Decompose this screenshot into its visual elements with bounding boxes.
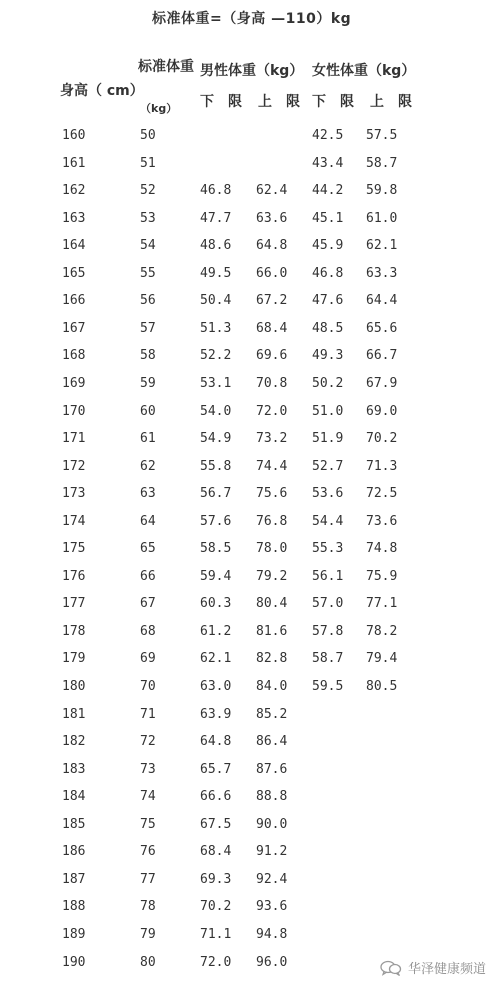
table-row <box>0 899 490 919</box>
cell-standard-weight: 69 <box>140 651 156 667</box>
cell-height: 164 <box>62 238 86 254</box>
cell-male-upper: 91.2 <box>256 844 288 860</box>
cell-height: 181 <box>62 706 86 722</box>
cell-height: 165 <box>62 265 86 281</box>
cell-height: 174 <box>62 513 86 529</box>
cell-female-lower: 59.5 <box>312 679 344 694</box>
cell-height: 173 <box>62 486 86 502</box>
cell-female-lower: 51.0 <box>312 403 344 419</box>
cell-male-lower: 49.5 <box>200 265 232 281</box>
cell-height: 189 <box>62 926 86 942</box>
cell-height: 176 <box>62 568 86 584</box>
cell-male-lower: 52.2 <box>200 348 232 364</box>
cell-standard-weight: 65 <box>140 541 156 557</box>
table-row <box>0 431 490 451</box>
table-row <box>0 817 490 837</box>
cell-male-lower: 66.6 <box>200 789 232 805</box>
cell-male-lower: 64.8 <box>200 734 232 750</box>
cell-male-lower: 69.3 <box>200 871 232 887</box>
cell-female-lower: 57.8 <box>312 623 344 639</box>
cell-height: 162 <box>62 183 86 199</box>
cell-female-lower: 56.1 <box>312 568 344 584</box>
table-row <box>0 348 490 368</box>
cell-height: 175 <box>62 541 86 557</box>
cell-height: 161 <box>62 155 86 171</box>
cell-female-upper: 57.5 <box>366 128 398 143</box>
cell-standard-weight: 50 <box>140 128 156 143</box>
cell-standard-weight: 79 <box>140 926 156 942</box>
cell-female-lower: 47.6 <box>312 293 344 309</box>
cell-standard-weight: 62 <box>140 458 156 474</box>
cell-female-lower: 51.9 <box>312 431 344 447</box>
cell-height: 180 <box>62 679 86 694</box>
cell-male-lower: 55.8 <box>200 458 232 474</box>
cell-male-upper: 74.4 <box>256 458 288 474</box>
cell-female-upper: 64.4 <box>366 293 398 309</box>
cell-female-upper: 71.3 <box>366 458 398 474</box>
cell-female-lower: 58.7 <box>312 651 344 667</box>
cell-female-upper: 80.5 <box>366 679 398 694</box>
cell-standard-weight: 77 <box>140 871 156 887</box>
cell-male-upper: 63.6 <box>256 210 288 226</box>
cell-height: 166 <box>62 293 86 309</box>
header-male-lower: 下 限 <box>200 94 242 110</box>
cell-female-lower: 43.4 <box>312 155 344 171</box>
cell-male-lower: 53.1 <box>200 375 232 391</box>
cell-female-upper: 66.7 <box>366 348 398 364</box>
cell-standard-weight: 66 <box>140 568 156 584</box>
cell-male-upper: 79.2 <box>256 568 288 584</box>
cell-female-upper: 65.6 <box>366 320 398 336</box>
cell-female-upper: 70.2 <box>366 431 398 447</box>
header-male-weight: 男性体重（kg） <box>200 63 304 79</box>
table-row <box>0 376 490 396</box>
cell-male-upper: 75.6 <box>256 486 288 502</box>
cell-height: 177 <box>62 596 86 612</box>
cell-female-upper: 79.4 <box>366 651 398 667</box>
cell-female-lower: 54.4 <box>312 513 344 529</box>
cell-standard-weight: 72 <box>140 734 156 750</box>
cell-male-lower: 63.9 <box>200 706 232 722</box>
cell-height: 171 <box>62 431 86 447</box>
cell-height: 188 <box>62 899 86 915</box>
cell-standard-weight: 51 <box>140 155 156 171</box>
cell-male-lower: 54.0 <box>200 403 232 419</box>
cell-standard-weight: 68 <box>140 623 156 639</box>
cell-height: 160 <box>62 128 86 143</box>
cell-female-upper: 78.2 <box>366 623 398 639</box>
cell-standard-weight: 75 <box>140 816 156 832</box>
cell-male-lower: 54.9 <box>200 431 232 447</box>
cell-male-upper: 82.8 <box>256 651 288 667</box>
cell-female-upper: 59.8 <box>366 183 398 199</box>
cell-male-upper: 86.4 <box>256 734 288 750</box>
cell-male-upper: 93.6 <box>256 899 288 915</box>
cell-standard-weight: 71 <box>140 706 156 722</box>
cell-female-upper: 72.5 <box>366 486 398 502</box>
cell-female-upper: 69.0 <box>366 403 398 419</box>
cell-female-upper: 74.8 <box>366 541 398 557</box>
cell-male-lower: 68.4 <box>200 844 232 860</box>
watermark <box>380 958 486 977</box>
cell-male-lower: 58.5 <box>200 541 232 557</box>
cell-standard-weight: 64 <box>140 513 156 529</box>
table-row <box>0 789 490 809</box>
cell-height: 184 <box>62 789 86 805</box>
cell-height: 167 <box>62 320 86 336</box>
cell-male-upper: 76.8 <box>256 513 288 529</box>
header-female-upper: 上 限 <box>370 94 412 110</box>
cell-male-upper: 92.4 <box>256 871 288 887</box>
cell-male-lower: 56.7 <box>200 486 232 502</box>
cell-height: 190 <box>62 954 86 970</box>
table-row <box>0 927 490 947</box>
cell-male-lower: 57.6 <box>200 513 232 529</box>
table-row <box>0 128 490 148</box>
cell-male-lower: 50.4 <box>200 293 232 309</box>
cell-male-lower: 72.0 <box>200 954 232 970</box>
cell-female-lower: 46.8 <box>312 265 344 281</box>
cell-standard-weight: 74 <box>140 789 156 805</box>
table-row <box>0 486 490 506</box>
cell-female-upper: 58.7 <box>366 155 398 171</box>
table-row <box>0 707 490 727</box>
cell-female-lower: 48.5 <box>312 320 344 336</box>
cell-male-lower: 46.8 <box>200 183 232 199</box>
cell-standard-weight: 52 <box>140 183 156 199</box>
table-row <box>0 321 490 341</box>
header-female-weight: 女性体重（kg） <box>312 63 416 79</box>
cell-female-lower: 50.2 <box>312 375 344 391</box>
cell-male-lower: 70.2 <box>200 899 232 915</box>
cell-male-upper: 87.6 <box>256 761 288 777</box>
cell-female-upper: 73.6 <box>366 513 398 529</box>
cell-standard-weight: 60 <box>140 403 156 419</box>
cell-standard-weight: 76 <box>140 844 156 860</box>
table-row <box>0 624 490 644</box>
cell-male-upper: 72.0 <box>256 403 288 419</box>
cell-standard-weight: 53 <box>140 210 156 226</box>
cell-height: 172 <box>62 458 86 474</box>
table-row <box>0 569 490 589</box>
cell-standard-weight: 73 <box>140 761 156 777</box>
cell-male-lower: 51.3 <box>200 320 232 336</box>
cell-male-lower: 61.2 <box>200 623 232 639</box>
table-row <box>0 872 490 892</box>
cell-male-lower: 67.5 <box>200 816 232 832</box>
cell-male-upper: 70.8 <box>256 375 288 391</box>
table-row <box>0 762 490 782</box>
table-title: 标准体重=（身高 —110）kg <box>152 11 352 27</box>
cell-male-upper: 80.4 <box>256 596 288 612</box>
cell-standard-weight: 63 <box>140 486 156 502</box>
cell-standard-weight: 59 <box>140 375 156 391</box>
table-row <box>0 844 490 864</box>
cell-male-upper: 78.0 <box>256 541 288 557</box>
table-row <box>0 266 490 286</box>
header-standard-unit: （kg） <box>140 102 178 115</box>
header-male-upper: 上 限 <box>258 94 300 110</box>
cell-standard-weight: 80 <box>140 954 156 970</box>
table-row <box>0 596 490 616</box>
cell-height: 178 <box>62 623 86 639</box>
cell-height: 168 <box>62 348 86 364</box>
cell-female-lower: 57.0 <box>312 596 344 612</box>
cell-standard-weight: 57 <box>140 320 156 336</box>
cell-height: 185 <box>62 816 86 832</box>
cell-standard-weight: 58 <box>140 348 156 364</box>
table-row <box>0 404 490 424</box>
cell-male-upper: 90.0 <box>256 816 288 832</box>
table-row <box>0 541 490 561</box>
table-row <box>0 651 490 671</box>
cell-male-upper: 66.0 <box>256 265 288 281</box>
cell-female-upper: 67.9 <box>366 375 398 391</box>
table-row <box>0 459 490 479</box>
cell-height: 187 <box>62 871 86 887</box>
header-female-lower: 下 限 <box>312 94 354 110</box>
cell-female-upper: 62.1 <box>366 238 398 254</box>
cell-standard-weight: 78 <box>140 899 156 915</box>
cell-male-lower: 59.4 <box>200 568 232 584</box>
cell-male-upper: 68.4 <box>256 320 288 336</box>
cell-height: 183 <box>62 761 86 777</box>
header-height: 身高（ cm） <box>60 83 144 99</box>
cell-male-upper: 73.2 <box>256 431 288 447</box>
table-row <box>0 514 490 534</box>
table-row <box>0 238 490 258</box>
cell-female-upper: 63.3 <box>366 265 398 281</box>
cell-standard-weight: 56 <box>140 293 156 309</box>
cell-male-lower: 48.6 <box>200 238 232 254</box>
cell-male-upper: 81.6 <box>256 623 288 639</box>
cell-height: 169 <box>62 375 86 391</box>
cell-standard-weight: 61 <box>140 431 156 447</box>
cell-male-upper: 62.4 <box>256 183 288 199</box>
cell-male-lower: 47.7 <box>200 210 232 226</box>
table-row <box>0 293 490 313</box>
table-row <box>0 183 490 203</box>
cell-standard-weight: 55 <box>140 265 156 281</box>
cell-female-upper: 77.1 <box>366 596 398 612</box>
cell-height: 163 <box>62 210 86 226</box>
cell-female-upper: 61.0 <box>366 210 398 226</box>
cell-standard-weight: 67 <box>140 596 156 612</box>
cell-male-lower: 63.0 <box>200 679 232 694</box>
cell-male-upper: 88.8 <box>256 789 288 805</box>
cell-male-lower: 60.3 <box>200 596 232 612</box>
cell-male-lower: 71.1 <box>200 926 232 942</box>
cell-female-lower: 45.9 <box>312 238 344 254</box>
cell-male-upper: 94.8 <box>256 926 288 942</box>
table-row <box>0 211 490 231</box>
cell-height: 170 <box>62 403 86 419</box>
cell-female-upper: 75.9 <box>366 568 398 584</box>
header-standard-weight: 标准体重 <box>138 59 194 75</box>
cell-male-upper: 96.0 <box>256 954 288 970</box>
cell-standard-weight: 70 <box>140 679 156 694</box>
cell-female-lower: 45.1 <box>312 210 344 226</box>
cell-male-upper: 85.2 <box>256 706 288 722</box>
watermark-text: 华泽健康频道 <box>408 962 487 977</box>
cell-female-lower: 53.6 <box>312 486 344 502</box>
chat-bubbles-icon <box>380 960 402 976</box>
cell-male-upper: 84.0 <box>256 679 288 694</box>
cell-height: 179 <box>62 651 86 667</box>
table-row <box>0 734 490 754</box>
cell-male-upper: 69.6 <box>256 348 288 364</box>
cell-male-upper: 64.8 <box>256 238 288 254</box>
cell-male-lower: 62.1 <box>200 651 232 667</box>
cell-male-upper: 67.2 <box>256 293 288 309</box>
cell-standard-weight: 54 <box>140 238 156 254</box>
cell-female-lower: 52.7 <box>312 458 344 474</box>
cell-female-lower: 55.3 <box>312 541 344 557</box>
cell-female-lower: 44.2 <box>312 183 344 199</box>
table-row <box>0 156 490 176</box>
cell-height: 182 <box>62 734 86 750</box>
cell-male-lower: 65.7 <box>200 761 232 777</box>
table-row <box>0 679 490 699</box>
cell-female-lower: 49.3 <box>312 348 344 364</box>
cell-female-lower: 42.5 <box>312 128 344 143</box>
cell-height: 186 <box>62 844 86 860</box>
